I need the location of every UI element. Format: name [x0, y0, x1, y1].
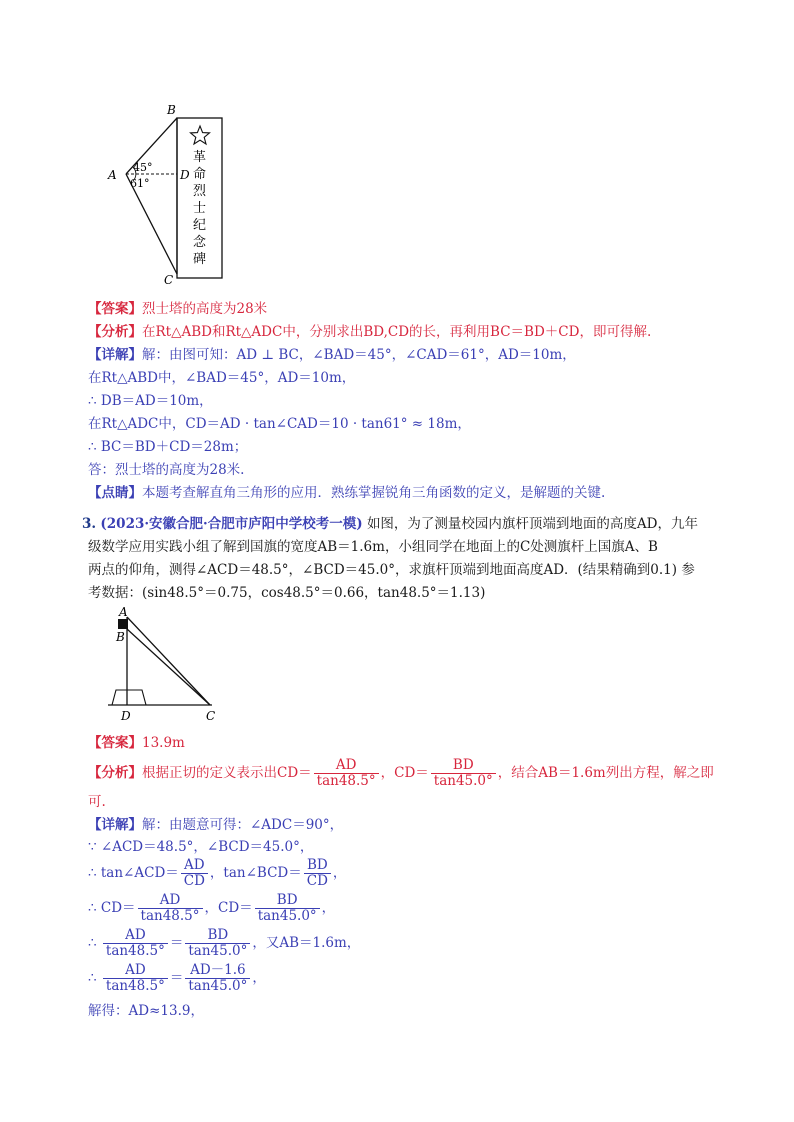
analysis-tag: 【分析】	[88, 324, 142, 340]
detail-text: ＝	[169, 935, 184, 951]
monument-text	[193, 150, 207, 267]
fraction-denominator: tan48.5°	[105, 978, 165, 994]
line-BC	[127, 629, 210, 705]
detail-line: 在Rt△ABD中，∠BAD＝45°，AD＝10m，	[88, 370, 356, 386]
monument-char: 士	[193, 201, 207, 216]
detail-text: ，tan∠BCD＝	[209, 865, 302, 881]
detail-text: 解：由题意可得：∠ADC＝90°，	[142, 817, 344, 833]
fraction	[103, 928, 168, 959]
fraction	[431, 758, 496, 789]
monument-char: 纪	[193, 218, 207, 233]
fraction-denominator: tan45.0°	[188, 978, 248, 994]
detail-text: ，	[252, 970, 266, 986]
detail-text: ∴ CD＝	[88, 900, 136, 916]
problem3-stem-line: 两点的仰角，测得∠ACD＝48.5°，∠BCD＝45.0°，求旗杆顶端到地面高度AD．(结果精确到0.1) 参	[88, 562, 695, 578]
analysis-tag: 【分析】	[88, 765, 142, 781]
fraction-denominator: tan48.5°	[105, 943, 165, 959]
flag	[118, 619, 128, 629]
fraction-numerator: AD－1.6	[185, 963, 250, 979]
fraction	[304, 858, 331, 889]
monument-figure	[100, 100, 240, 285]
detail-text: ，	[332, 865, 347, 881]
flagpole-base	[112, 690, 146, 705]
detail-text: ∴	[88, 935, 101, 951]
fraction-denominator: CD	[306, 873, 328, 889]
detail-line: ∵ ∠ACD＝48.5°，∠BCD＝45.0°，	[88, 839, 314, 855]
monument-char: 念	[193, 235, 207, 250]
problem3-stem-text: 如图，为了测量校园内旗杆顶端到地面的高度AD，九年	[366, 516, 699, 532]
detail-text: ∴ tan∠ACD＝	[88, 865, 179, 881]
answer-tag: 【答案】	[88, 301, 142, 317]
analysis-text: 在Rt△ABD和Rt△ADC中，分别求出BD,CD的长，再利用BC＝BD＋CD，即可得解.	[142, 324, 652, 340]
analysis-text: 根据正切的定义表示出CD＝	[142, 765, 312, 781]
label-B: B	[167, 103, 176, 117]
fraction-numerator: AD	[138, 893, 203, 909]
fraction-numerator: AD	[103, 928, 168, 944]
detail-line	[88, 893, 335, 924]
fraction	[314, 758, 379, 789]
monument-char: 碑	[193, 252, 207, 267]
problem3-stem-line	[82, 515, 698, 533]
fraction	[185, 963, 250, 994]
detail-line	[88, 963, 266, 994]
detail-line: ∴ DB＝AD＝10m，	[88, 393, 213, 409]
detail-line: 在Rt△ADC中，CD＝AD · tan∠CAD＝10 · tan61° ≈ 18m，	[88, 416, 471, 432]
fraction-denominator: tan48.5°	[140, 908, 200, 924]
problem3-number: 3.	[82, 516, 97, 532]
fraction	[185, 928, 250, 959]
label-A: A	[119, 605, 128, 619]
fraction-numerator: AD	[181, 858, 208, 874]
fraction-numerator: AD	[314, 758, 379, 774]
detail-line: ∴ BC＝BD＋CD＝28m；	[88, 439, 248, 455]
detail-tag: 【详解】	[88, 817, 142, 833]
detail-line	[88, 346, 576, 364]
fraction	[255, 893, 320, 924]
problem3-source: (2023·安徽合肥·合肥市庐阳中学校考一模)	[100, 516, 363, 532]
angle-45-label: 45°	[133, 161, 153, 174]
analysis-text: ，结合AB＝1.6m列出方程，解之即	[497, 765, 714, 781]
answer-text: 烈士塔的高度为28米	[142, 301, 268, 317]
detail-tag: 【详解】	[88, 347, 142, 363]
comment-text: 本题考查解直角三角形的应用．熟练掌握锐角三角函数的定义，是解题的关键.	[142, 485, 606, 501]
analysis-line	[88, 758, 714, 789]
comment-line	[88, 484, 605, 502]
label-C: C	[164, 273, 174, 285]
detail-text: ，	[321, 900, 336, 916]
fraction	[103, 963, 168, 994]
answer-text: 13.9m	[142, 735, 185, 751]
analysis-line: 可.	[88, 794, 106, 810]
detail-line: 答：烈士塔的高度为28米.	[88, 462, 245, 478]
label-D: D	[121, 709, 131, 723]
fraction-denominator: CD	[183, 873, 205, 889]
answer-line	[88, 734, 185, 752]
detail-line	[88, 928, 360, 959]
detail-text: ，又AB＝1.6m，	[252, 935, 361, 951]
fraction-numerator: AD	[103, 963, 168, 979]
answer-line	[88, 300, 267, 318]
fraction-numerator: BD	[185, 928, 250, 944]
detail-line: 解得：AD≈13.9，	[88, 1003, 204, 1019]
line-AC	[127, 617, 210, 705]
detail-line	[88, 858, 346, 889]
flagpole-figure	[100, 602, 230, 727]
fraction-denominator: tan48.5°	[316, 773, 376, 789]
label-A: A	[108, 168, 117, 182]
fraction	[138, 893, 203, 924]
detail-text: 解：由图可知：AD ⊥ BC，∠BAD＝45°，∠CAD＝61°，AD＝10m，	[142, 347, 576, 363]
detail-text: ∴	[88, 970, 101, 986]
label-C: C	[206, 709, 216, 723]
detail-text: ，CD＝	[204, 900, 253, 916]
problem3-stem-line: 级数学应用实践小组了解到国旗的宽度AB＝1.6m，小组同学在地面上的C处测旗杆上国旗A、B	[88, 539, 658, 555]
fraction-numerator: BD	[304, 858, 331, 874]
fraction	[181, 858, 208, 889]
label-D: D	[180, 168, 190, 182]
detail-line	[88, 816, 343, 834]
fraction-denominator: tan45.0°	[188, 943, 248, 959]
answer-tag: 【答案】	[88, 735, 142, 751]
label-B: B	[116, 630, 125, 644]
monument-char: 革	[193, 150, 207, 165]
angle-61-label: 61°	[130, 177, 150, 190]
monument-char: 命	[193, 167, 207, 182]
detail-text: ＝	[169, 970, 184, 986]
problem3-stem-line: 考数据：(sin48.5°＝0.75，cos48.5°＝0.66，tan48.5°＝1.13)	[88, 585, 486, 601]
analysis-line	[88, 323, 651, 341]
fraction-numerator: BD	[255, 893, 320, 909]
monument-char: 烈	[193, 184, 207, 199]
star-icon	[191, 126, 210, 144]
fraction-numerator: BD	[431, 758, 496, 774]
fraction-denominator: tan45.0°	[257, 908, 317, 924]
analysis-text: ，CD＝	[380, 765, 429, 781]
fraction-denominator: tan45.0°	[433, 773, 493, 789]
comment-tag: 【点睛】	[88, 485, 142, 501]
